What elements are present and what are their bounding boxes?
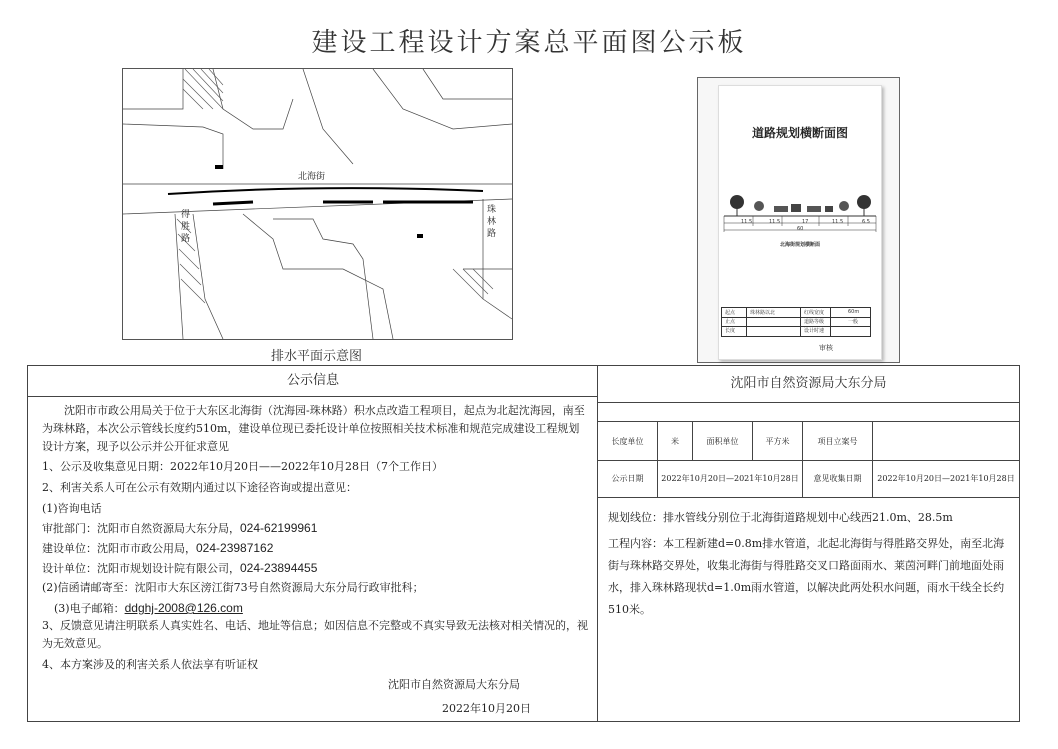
dim-1: 11.5 bbox=[741, 219, 753, 225]
design-unit bbox=[42, 559, 592, 578]
build-label: 建设单位：沈阳市市政公用局， bbox=[42, 542, 196, 555]
length-unit-label: 长度单位 bbox=[598, 422, 658, 460]
cross-section-sheet bbox=[718, 85, 882, 360]
tb-grade-value: 一般 bbox=[848, 319, 859, 325]
tb-width-label: 红线宽度 bbox=[804, 310, 825, 316]
notice-date-value: 2022年10月20日—2021年10月28日 bbox=[658, 459, 803, 497]
phone-heading: (1)咨询电话 bbox=[42, 502, 102, 515]
drainage-plan-map bbox=[122, 68, 513, 340]
dim-5: 6.5 bbox=[862, 219, 870, 225]
notice-item3: 3、反馈意见请注明联系人真实姓名、电话、地址等信息；如因信息不完整或不真实导致无法核对相关情况的，视为无效意见。 bbox=[42, 619, 588, 650]
notice-date-label: 公示日期 bbox=[598, 459, 658, 497]
project-content: 工程内容：本工程新建d=0.8m排水管道，北起北海街与得胜路交界处，南至北海街与珠林路交界处，收集北海街与得胜路交叉口路面雨水、莱茵河畔门前地面处雨水，排入珠林路现状d=1.0m雨水管道，以解决此两处积水问题，雨水干线全长约510米。 bbox=[608, 537, 1005, 616]
build-phone: 024-23987162 bbox=[196, 541, 274, 555]
tb-start-label: 起点 bbox=[725, 310, 736, 316]
project-number-value bbox=[873, 422, 1019, 460]
tb-width-value: 60m bbox=[848, 309, 860, 315]
approve-label: 审批部门：沈阳市自然资源局大东分局， bbox=[42, 522, 240, 535]
street-label-north: 北海街 bbox=[298, 172, 326, 182]
authority-header: 沈阳市自然资源局大东分局 bbox=[598, 366, 1019, 403]
dim-4: 11.5 bbox=[832, 219, 844, 225]
build-unit bbox=[42, 539, 592, 558]
dim-2: 11.5 bbox=[769, 219, 781, 225]
cross-section-title: 道路规划横断面图 bbox=[751, 126, 848, 140]
email-link[interactable]: ddghj-2008@126.com bbox=[124, 601, 243, 615]
area-unit-value: 平方米 bbox=[753, 422, 803, 460]
notice-intro: 沈阳市市政公用局关于位于大东区北海街（沈海园-珠林路）积水点改造工程项目，起点为北起沈海园，南至为珠林路，本次公示管线长度约510m，建设单位现已委托设计单位按照相关技术标准和规范完成建设工程规划设计方案，现予以公示并公开征求意见 bbox=[42, 404, 585, 453]
units-row bbox=[598, 421, 1019, 461]
tb-speed-label: 设计时速 bbox=[804, 328, 825, 334]
notice-header: 公示信息 bbox=[28, 366, 598, 397]
sign-date: 2022年10月20日 bbox=[442, 702, 531, 715]
design-label: 设计单位：沈阳市规划设计院有限公司， bbox=[42, 562, 240, 575]
notice-item1: 1、公示及收集意见日期：2022年10月20日——2022年10月28日（7个工作日） bbox=[42, 460, 443, 473]
street-label-west: 得胜路 bbox=[181, 210, 191, 244]
dates-row bbox=[598, 459, 1019, 498]
tb-length-label: 长度 bbox=[725, 328, 736, 334]
design-phone: 024-23894455 bbox=[240, 561, 318, 575]
notice-panel bbox=[27, 365, 598, 722]
tb-start-value: 珠林路以北 bbox=[750, 310, 776, 316]
page-title: 建设工程设计方案总平面图公示板 bbox=[311, 28, 747, 58]
comment-date-value: 2022年10月20日—2021年10月28日 bbox=[877, 473, 1015, 483]
approve-phone: 024-62199961 bbox=[240, 521, 318, 535]
area-unit-label: 面积单位 bbox=[693, 422, 753, 460]
stamp-text: 审核 bbox=[819, 344, 833, 352]
project-number-label: 项目立案号 bbox=[803, 422, 873, 460]
comment-date-label: 意见收集日期 bbox=[803, 459, 873, 497]
dim-total: 60 bbox=[797, 226, 804, 232]
title-block bbox=[721, 307, 871, 337]
approve-dept bbox=[42, 519, 592, 538]
notice-item4: 4、本方案涉及的利害关系人依法享有听证权 bbox=[42, 658, 258, 671]
sign-org: 沈阳市自然资源局大东分局 bbox=[388, 678, 520, 691]
notice-item2: 2、利害关系人可在公示有效期内通过以下途径咨询或提出意见： bbox=[42, 481, 357, 494]
line-position: 规划线位：排水管线分别位于北海街道路规划中心线西21.0m、28.5m bbox=[608, 511, 953, 524]
tb-end-label: 止点 bbox=[725, 319, 736, 325]
letter-address: (2)信函请邮寄至：沈阳市大东区滂江街73号自然资源局大东分局行政审批科； bbox=[42, 581, 424, 594]
length-unit-value: 米 bbox=[658, 422, 693, 460]
map-caption: 排水平面示意图 bbox=[270, 349, 362, 364]
email-label: (3)电子邮箱： bbox=[54, 602, 125, 615]
authority-panel bbox=[597, 365, 1020, 722]
email-row bbox=[54, 599, 604, 618]
cross-section-subtitle: 北海街规划横断面 bbox=[779, 242, 820, 248]
tb-grade-label: 道路等级 bbox=[804, 319, 825, 325]
drainage-plan-drawing bbox=[123, 69, 512, 339]
street-label-east: 珠林路 bbox=[487, 205, 497, 239]
dim-3: 17 bbox=[802, 219, 809, 225]
